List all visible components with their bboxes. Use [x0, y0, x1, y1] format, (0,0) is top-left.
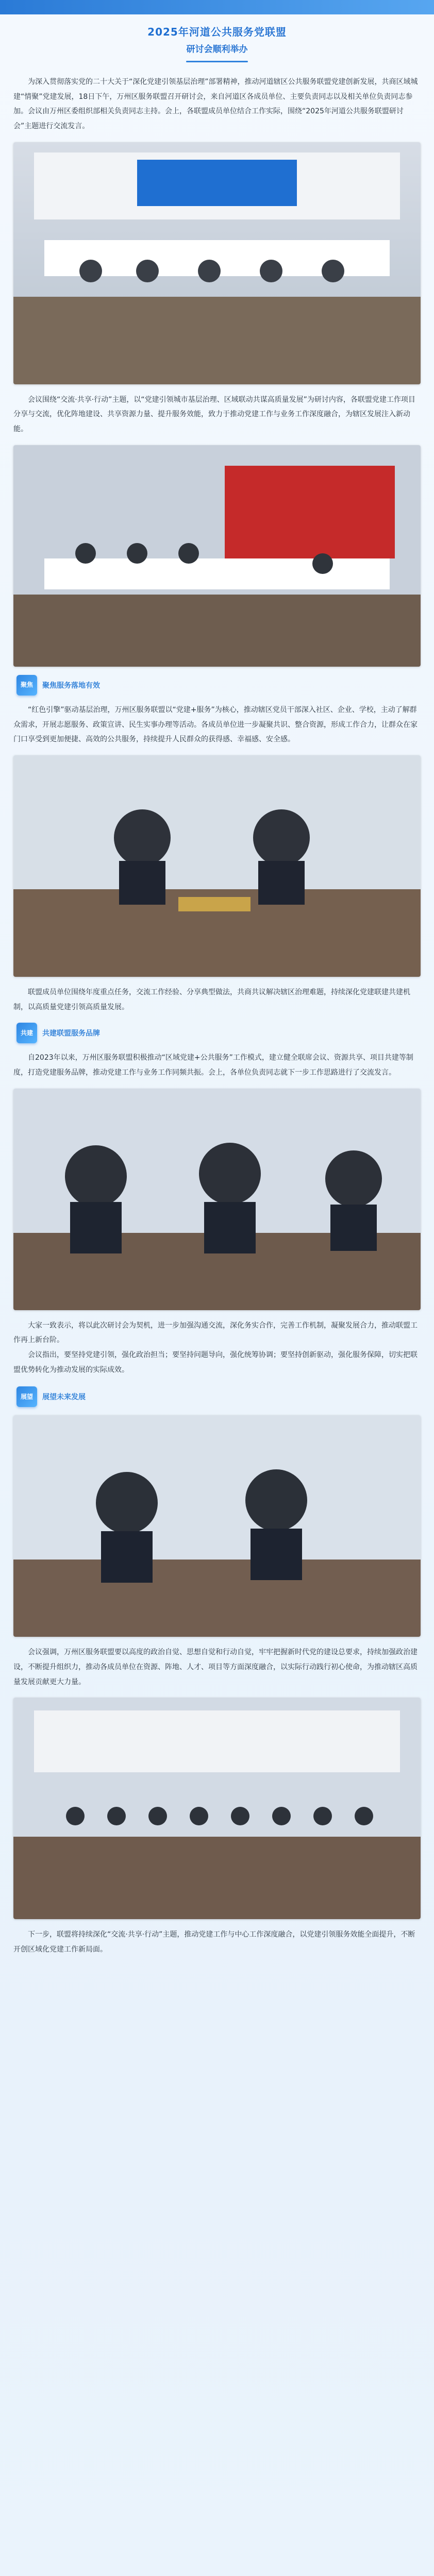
- meeting-photo-1: [13, 142, 421, 384]
- section-future: [0, 1386, 434, 1957]
- article-header: [0, 14, 434, 62]
- top-banner: [0, 0, 434, 14]
- article-subtitle: 研讨会顺利举办: [186, 44, 248, 55]
- ribbon-icon: 聚焦: [16, 675, 37, 696]
- section-service-header: [16, 675, 421, 696]
- section-future-header: [16, 1386, 421, 1407]
- section-brand-header: [16, 1023, 421, 1043]
- speaker-photo-2: [13, 1089, 421, 1310]
- meeting-photo-2: [13, 445, 421, 667]
- section-brand-tag: 共建联盟服务品牌: [42, 1029, 100, 1038]
- brand-paragraph-3: 会议指出，要坚持党建引领，强化政治担当；要坚持问题导向，强化统筹协调；要坚持创新驱动，强化服务保障，切实把联盟优势转化为推动发展的实际成效。: [13, 1351, 418, 1374]
- meeting-photo-2-image: [13, 445, 421, 667]
- future-paragraph-1: 会议强调，万州区服务联盟要以高度的政治自觉、思想自觉和行动自觉，牢牢把握新时代党的建设总要求，持续加强政治建设，不断提升组织力，推动各成员单位在资源、阵地、人才、项目等方面深度融合，以实际行动践行初心使命，为推动辖区高质量发展贡献更大力量。: [13, 1648, 418, 1686]
- ribbon-icon: 共建: [16, 1023, 37, 1043]
- speaker-photo-3-image: [13, 1415, 421, 1637]
- section-brand: [0, 1023, 434, 1377]
- brand-paragraph-1: 自2023年以来，万州区服务联盟积极推动“区域党建+公共服务”工作模式，建立健全联席会议、资源共享、项目共建等制度，打造党建服务品牌，推动党建工作与业务工作同频共振。会上，各单位负责同志就下一步工作思路进行了交流发言。: [13, 1054, 413, 1077]
- speaker-photo-1: [13, 755, 421, 977]
- section-intro: [0, 75, 434, 667]
- intro-paragraph-2: 会议围绕“交流·共享·行动”主题，以“党建引领城市基层治理、区域联动共谋高质量发展”为研讨内容，各联盟党建工作项目分享与交流，优化阵地建设、共享资源力量、提升服务效能，致力于推动党建工作与业务工作深度融合，为辖区发展注入新动能。: [13, 395, 415, 434]
- brand-paragraph-2: 大家一致表示，将以此次研讨会为契机，进一步加强沟通交流，深化务实合作，完善工作机制，凝聚发展合力，推动联盟工作再上新台阶。: [13, 1321, 418, 1345]
- section-service: [0, 675, 434, 1014]
- speaker-photo-3: [13, 1415, 421, 1637]
- title-divider: [186, 61, 248, 62]
- speaker-photo-2-image: [13, 1089, 421, 1310]
- intro-paragraph-1: 为深入贯彻落实党的二十大关于“深化党建引领基层治理”部署精神，推动河道辖区公共服务联盟党建创新发展，共商区域城建“情聚”党建发展，18日下午，万州区服务联盟召开研讨会，来自河道区各成员单位、主要负责同志以及相关单位负责同志参加。会议由万州区委组织部相关负责同志主持。会上，各联盟成员单位结合工作实际，围绕“2025年河道公共服务联盟研讨会”主题进行交流发言。: [13, 78, 418, 131]
- ribbon-icon: 展望: [16, 1386, 37, 1407]
- section-future-tag: 展望未来发展: [42, 1393, 86, 1402]
- article-title: 2025年河道公共服务党联盟: [147, 26, 287, 38]
- group-photo: [13, 1698, 421, 1919]
- service-paragraph-1: “红色引擎”驱动基层治理，万州区服务联盟以“党建+服务”为核心，推动辖区党员干部深入社区、企业、学校，主动了解群众需求，开展志愿服务、政策宣讲、民生实事办理等活动。各成员单位进一步凝聚共识、整合资源，形成工作合力，让群众在家门口享受到更加便捷、高效的公共服务，持续提升人民群众的获得感、幸福感、安全感。: [13, 705, 418, 744]
- section-service-tag: 聚焦服务落地有效: [42, 681, 100, 690]
- speaker-photo-1-image: [13, 755, 421, 977]
- service-paragraph-2: 联盟成员单位围绕年度重点任务，交流工作经验、分享典型做法，共商共议解决辖区治理难题，持续深化党建联建共建机制，以高质量党建引领高质量发展。: [13, 988, 410, 1011]
- meeting-photo-1-image: [13, 142, 421, 384]
- group-photo-image: [13, 1698, 421, 1919]
- future-paragraph-2: 下一步，联盟将持续深化“交流·共享·行动”主题，推动党建工作与中心工作深度融合，以党建引领服务效能全面提升，不断开创区域化党建工作新局面。: [13, 1930, 415, 1954]
